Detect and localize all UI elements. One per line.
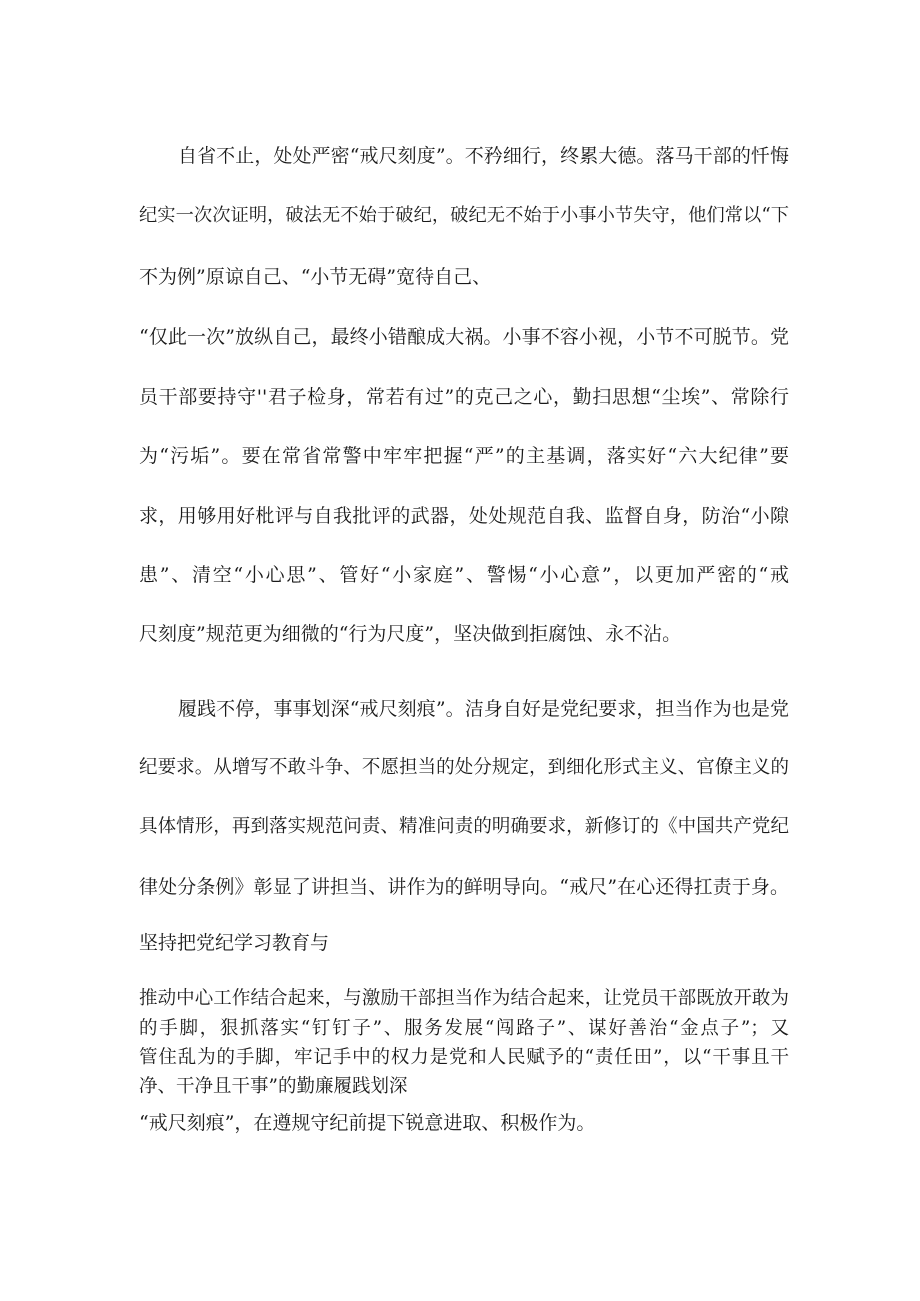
paragraph-3-line-2: 的手脚，狠抓落实“钉钉子”、服务发展“闯路子”、谋好善治“金点子”；又: [139, 1018, 789, 1039]
paragraph-2-line-3: 具体情形，再到落实规范问责、精准问责的明确要求，新修订的《中国共产党纪: [139, 816, 789, 837]
paragraph-1-line-7: 求，用够用好枇评与自我批评的武器，处处规范自我、监督自身，防治“小隙: [139, 505, 789, 527]
paragraph-1-line-6: 为“污垢”。要在常省常警中牢牢把握“严”的主基调，落实好“六大纪律”要: [139, 445, 789, 467]
paragraph-1-line-1: 自省不止，处处严密“戒尺刻度”。不矜细行，终累大德。落马干部的忏悔: [178, 145, 789, 167]
paragraph-1-line-2: 纪实一次次证明，破法无不始于破纪，破纪无不始于小事小节失守，他们常以“下: [139, 205, 789, 226]
paragraph-2-line-4: 律处分条例》彰显了讲担当、讲作为的鲜明导向。“戒尺”在心还得扛责于身。: [139, 876, 789, 898]
paragraph-1-line-4: “仅此一次”放纵自己，最终小错酿成大祸。小事不容小视，小节不可脱节。党: [139, 326, 789, 348]
paragraph-2-line-5: 坚持把党纪学习教育与: [139, 932, 330, 954]
paragraph-4-line-1: “戒尺刻痕”，在遵规守纪前提下锐意进取、积极作为。: [139, 1112, 596, 1134]
paragraph-1-line-3: 不为例”原谅自己、“小节无碍”宽待自己、: [139, 266, 492, 288]
paragraph-3-line-1: 推动中心工作结合起来，与激励干部担当作为结合起来，让党员干部既放开敢为: [139, 988, 789, 1009]
paragraph-1-line-8: 患”、清空“小心思”、管好“小家庭”、警惕“小心意”，以更加严密的“戒: [139, 564, 789, 586]
paragraph-1-line-9: 尺刻度”规范更为细微的“行为尺度”，坚决做到拒腐蚀、永不沾。: [139, 623, 682, 645]
paragraph-2-line-2: 纪要求。从增写不敢斗争、不愿担当的处分规定，到细化形式主义、官僚主义的: [139, 757, 789, 778]
paragraph-1-line-5: 员干部要持守''君子检身，常若有过”的克己之心，勤扫思想“尘埃”、常除行: [139, 386, 789, 408]
paragraph-3-line-3: 管住乱为的手脚，牢记手中的权力是党和人民赋予的“责任田”，以“干事且干: [139, 1047, 789, 1068]
paragraph-2-line-1: 履践不停，事事划深“戒尺刻痕”。洁身自好是党纪要求，担当作为也是党: [178, 698, 789, 720]
paragraph-3-line-4: 净、干净且干事”的勤廉履践划深: [139, 1076, 408, 1097]
